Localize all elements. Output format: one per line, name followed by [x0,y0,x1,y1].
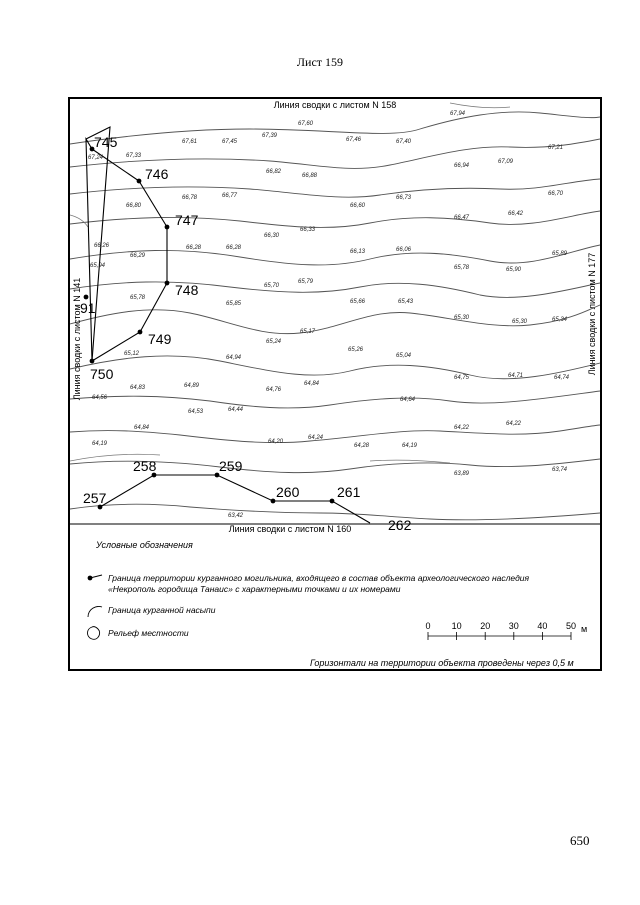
contour-interval-note: Горизонтали на территории объекта проведены через 0,5 м [310,658,574,668]
point-label: 260 [276,484,300,500]
elevation-label: 67,21 [548,145,564,151]
edge-label-right: Линия сводки с листом N 177 [587,252,597,376]
elevation-label: 67,09 [498,159,514,165]
elevation-label: 66,70 [548,191,564,197]
elevation-label: 67,46 [346,137,362,143]
point-label: 257 [83,490,107,506]
elevation-label: 64,19 [402,443,418,449]
elevation-label: 64,56 [92,395,108,401]
scale-unit: м [581,624,588,634]
elevation-label: 65,34 [552,317,568,323]
mound-edge-icon [86,605,104,617]
elevation-label: 66,47 [454,215,470,221]
point-label: 747 [175,212,199,228]
elevation-label: 64,44 [228,407,244,413]
elevation-label: 67,39 [262,133,278,139]
elevation-label: 66,28 [226,245,242,251]
elevation-label: 64,22 [506,421,522,427]
elevation-label: 66,78 [182,195,198,201]
elevation-label: 66,82 [266,169,282,175]
legend-item-mound [86,605,558,617]
elevation-label: 66,94 [454,163,470,169]
elevation-label: 64,74 [554,375,570,381]
elevation-label: 66,13 [350,249,366,255]
legend-item-text: Граница курганной насыпи [108,605,216,615]
elevation-label: 67,94 [450,111,466,117]
elevation-label: 66,80 [126,203,142,209]
elevation-label: 63,89 [454,471,470,477]
elevation-label: 64,84 [134,425,150,431]
elevation-label: 66,42 [508,211,524,217]
elevation-label: 67,33 [126,153,142,159]
elevation-label: 64,84 [304,381,320,387]
elevation-label: 65,04 [396,353,412,359]
legend-item-boundary [86,573,558,595]
point-label: 262 [388,517,412,533]
elevation-label: 66,26 [94,243,110,249]
elevation-label: 65,30 [512,319,528,325]
legend-item-text: Граница территории курганного могильника, входящего в состав объекта археологического наследия «Некрополь городища Танаис» с характерными точками и их номерами [108,573,530,594]
elevation-label: 66,33 [300,227,316,233]
elevation-label: 64,75 [454,375,470,381]
scale-label: 0 [425,621,431,631]
scale-label: 50 [565,621,577,631]
boundary-point-marker [84,295,89,300]
boundary-point-marker [271,499,276,504]
boundary-point-marker [165,281,170,286]
point-label: 259 [219,458,243,474]
point-label: 748 [175,282,199,298]
elevation-label: 64,53 [188,409,204,415]
elevation-label: 67,24 [88,155,104,161]
elevation-label: 64,71 [508,373,524,379]
point-label: 91 [80,300,96,316]
map-frame [68,97,602,671]
elevation-label: 65,70 [264,283,280,289]
boundary-point-marker [165,225,170,230]
elevation-label: 67,60 [298,121,314,127]
elevation-label: 64,76 [266,387,282,393]
elevation-label: 64,94 [226,355,242,361]
elevation-label: 64,89 [184,383,200,389]
boundary-point-marker [90,359,95,364]
elevation-label: 64,28 [354,443,370,449]
elevation-label: 64,19 [92,441,108,447]
point-label: 749 [148,331,172,347]
elevation-label: 65,90 [506,267,522,273]
point-label: 261 [337,484,361,500]
scale-label: 10 [451,621,462,631]
elevation-label: 66,29 [130,253,146,259]
elevation-label: 65,89 [552,251,568,257]
legend-item-text: Рельеф местности [108,628,189,638]
boundary-marker-icon [86,573,104,585]
point-label: 750 [90,366,114,382]
elevation-label: 65,78 [130,295,146,301]
elevation-label: 63,74 [552,467,568,473]
boundary-point-marker [138,330,143,335]
elevation-label: 67,40 [396,139,412,145]
edge-label-top: Линия сводки с листом N 158 [273,100,397,110]
scale-label: 40 [537,621,548,631]
elevation-label: 65,79 [298,279,314,285]
elevation-label: 66,88 [302,173,318,179]
elevation-label: 64,20 [268,439,284,445]
elevation-label: 65,12 [124,351,140,357]
relief-contour-icon [86,628,104,640]
edge-label-bottom: Линия сводки с листом N 160 [228,524,352,534]
elevation-label: 66,73 [396,195,412,201]
scale-label: 30 [508,621,519,631]
elevation-label: 65,24 [266,339,282,345]
scale-label: 20 [480,621,491,631]
elevation-label: 65,94 [90,263,106,269]
point-label: 746 [145,166,169,182]
elevation-label: 66,30 [264,233,280,239]
legend-item-relief [86,628,558,640]
elevation-label: 66,06 [396,247,412,253]
elevation-label: 64,24 [308,435,324,441]
elevation-label: 65,85 [226,301,242,307]
elevation-label: 64,22 [454,425,470,431]
point-label: 258 [133,458,157,474]
point-label: 745 [94,134,118,150]
boundary-point-marker [137,179,142,184]
boundary-point-marker [330,499,335,504]
elevation-label: 65,30 [454,315,470,321]
elevation-label: 64,83 [130,385,146,391]
elevation-label: 66,28 [186,245,202,251]
legend-title: Условные обозначения [96,540,193,550]
elevation-label: 64,64 [400,397,416,403]
edge-label-left: Линия сводки с листом N 141 [72,277,82,401]
sheet-title: Лист 159 [296,55,344,69]
elevation-label: 66,77 [222,193,238,199]
elevation-label: 65,66 [350,299,366,305]
page-number: 650 [570,833,590,848]
elevation-label: 65,43 [398,299,414,305]
elevation-label: 65,17 [300,329,316,335]
elevation-label: 67,45 [222,139,238,145]
elevation-label: 65,78 [454,265,470,271]
elevation-label: 65,26 [348,347,364,353]
elevation-label: 67,61 [182,139,198,145]
elevation-label: 66,60 [350,203,366,209]
elevation-label: 63,42 [228,513,244,519]
